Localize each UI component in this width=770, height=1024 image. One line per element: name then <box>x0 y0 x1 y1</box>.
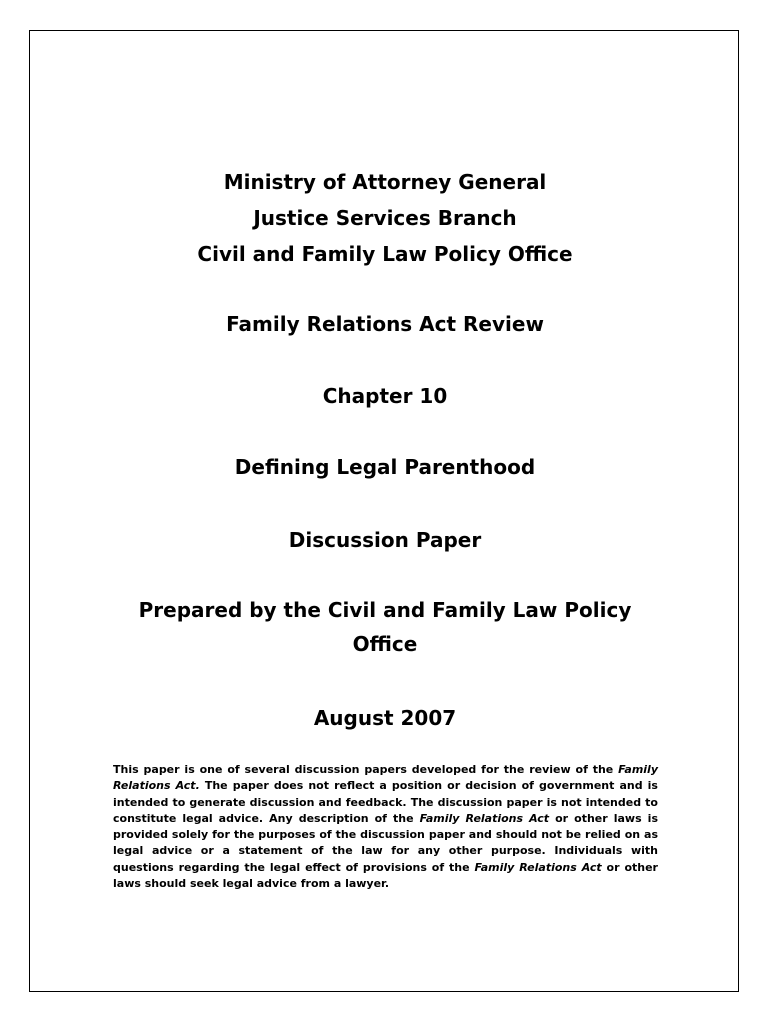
office-name: Civil and Family Law Policy Office <box>197 242 573 266</box>
disclaimer-text: The paper does not reflect a position or decision of government and is intended to generate discussion and feedback. The discussion paper is not intended to constitute legal advice. Any description of the <box>113 779 658 825</box>
disclaimer-text: This paper is one of several discussion papers developed for the review of the <box>113 763 619 776</box>
ministry-name: Ministry of Attorney General <box>223 170 547 194</box>
branch-name: Justice Services Branch <box>253 206 517 230</box>
act-name: Family Relations Act. <box>113 763 658 793</box>
act-name: Family Relations Act <box>474 860 602 874</box>
document-type: Discussion Paper <box>288 528 482 552</box>
prepared-by: Prepared by the Civil and Family Law Policy Office <box>138 598 632 656</box>
title-header <box>0 164 770 272</box>
chapter-title: Defining Legal Parenthood <box>234 455 536 479</box>
chapter-number: Chapter 10 <box>322 384 448 408</box>
disclaimer-paragraph <box>113 762 658 892</box>
publication-date: August 2007 <box>313 706 457 730</box>
disclaimer-text: or other laws should seek legal advice from a lawyer. <box>113 860 658 891</box>
review-title: Family Relations Act Review <box>226 312 544 336</box>
act-name: Family Relations Act <box>419 811 550 825</box>
disclaimer-text: or other laws is provided solely for the purposes of the discussion paper and should not be relied on as legal advice or a statement of the law for any other purpose. Individuals with questions regarding the legal effect of provisions of the <box>113 811 658 874</box>
